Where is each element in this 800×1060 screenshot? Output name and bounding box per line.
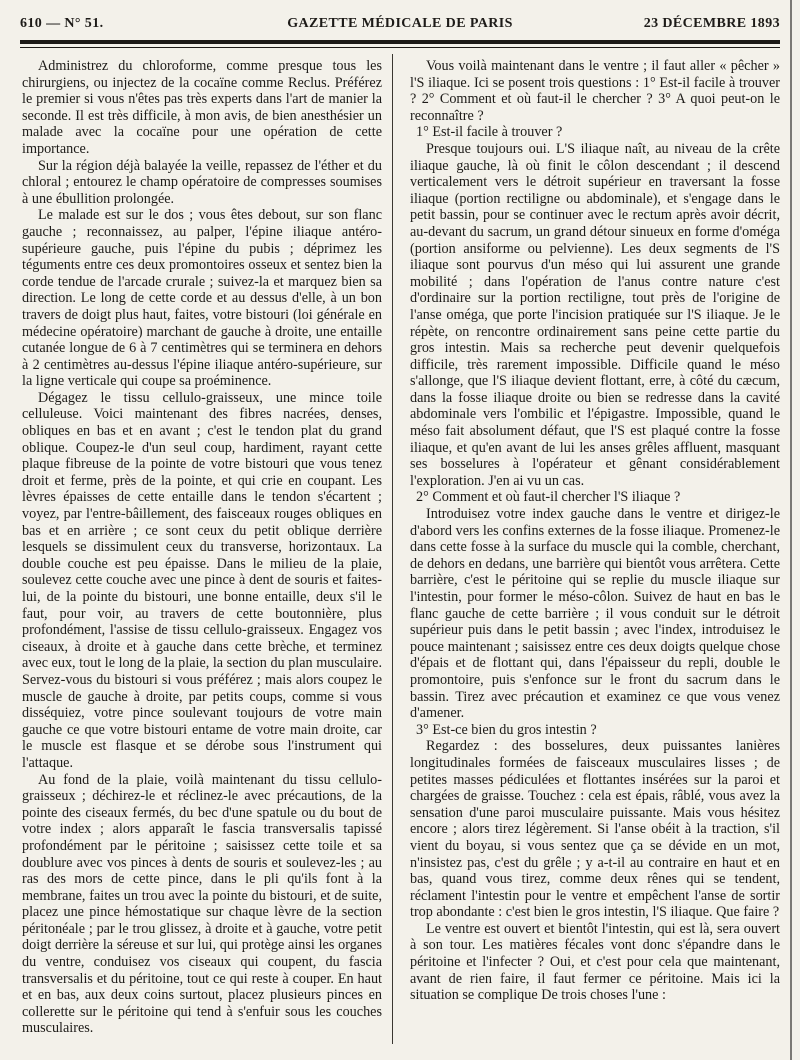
- left-column: [22, 58, 382, 1043]
- paragraph: Introduisez votre index gauche dans le ventre et dirigez-le d'abord vers les confins externes de la fosse iliaque. Promenez-le dans cette fosse à la surface du muscle qui la comble, cherchant, de dehors en dedans, une barrière qui bientôt vous arrêtera. Cette barrière, c'est le péritoine qui se replie du muscle iliaque sur l'intestin, pour former le méso-côlon. Suivez de haut en bas le flanc gauche de cette barrière ; il vous conduit sur le détroit supérieur puis dans le petit bassin ; avec l'index, introduisez le pouce maintenant ; saisissez entre ces deux doigts quelque chose d'épais et de flottant qui, dans l'épaisseur du repli, double le promontoire, puis s'enfonce sur le front du sacrum dans le bassin. Tirez avec précaution et examinez ce que vous venez d'amener.: [410, 506, 780, 722]
- page-number: 610 — N° 51.: [20, 16, 104, 31]
- subheading: 1° Est-il facile à trouver ?: [416, 124, 563, 141]
- right-column: [410, 58, 780, 1043]
- header-rule-thin: [20, 47, 780, 48]
- journal-title: GAZETTE MÉDICALE DE PARIS: [287, 16, 513, 31]
- paragraph: Presque toujours oui. L'S iliaque naît, au niveau de la crête iliaque gauche, là où finit le côlon descendant ; il descend verticalement vers le détroit supérieur en traversant la fosse iliaque (portion rectiligne ou abdominale), et s'engage dans le petit bassin, pour se continuer avec le rectum après avoir décrit, au-devant du sacrum, un grand détour sinueux en forme d'oméga (portion ansiforme ou pelvienne). Les deux segments de l'S iliaque sont pourvus d'un méso qui lui assurent une grande mobilité ; dans l'opération de l'anus contre nature c'est d'ordinaire sur la portion rectiligne, tout près de l'origine de l'anse oméga, que porte l'incision pratiquée sur l'S iliaque. Je le répète, on rencontre ordinairement sans peine cette partie du gros intestin. Mais sa recherche peut devenir quelquefois difficile, très rarement impossible. Difficile quand le méso s'allonge, que l'S iliaque devient flottant, erre, à côté du cæcum, dans la fosse iliaque droite ou bien se redresse dans la cavité abdominale vers l'ombilic et l'épigastre. Impossible, quand le méso fait absolument défaut, que l'S est plaqué contre la fosse iliaque, et qu'en avant de lui les anses grêles affluent, masquant ses bosselures à l'opérateur et gênant considérablement l'exploration. J'en ai vu un cas.: [410, 140, 780, 489]
- subheading: 2° Comment et où faut-il chercher l'S iliaque ?: [416, 489, 681, 506]
- paragraph: Sur la région déjà balayée la veille, repassez de l'éther et du chloral ; entourez le champ opératoire de compresses soumises à une ébullition prolongée.: [22, 157, 382, 207]
- paragraph: Regardez : des bosselures, deux puissantes lanières longitudinales formées de faisceaux musculaires lisses ; de petites masses pédiculées et flottantes insérées sur la paroi et chargées de graisse. Touchez : cela est épais, râblé, vous avez la sensation d'une paroi musculaire puissante. Mais vous hésitez encore ; alors tirez légèrement. Si l'anse obéit à la traction, s'il vient du boyau, si vous sentez que ça se dévide en un mot, n'insistez pas, c'est du grêle ; y a-t-il au contraire en haut et en bas, quand vous tirez, comme deux rênes qui se tendent, réclament l'intestin pour le ventre et empêchent l'anse de sortir trop abondante : c'est bien le gros intestin, l'S iliaque. Que faire ?: [410, 738, 780, 921]
- subheading: 3° Est-ce bien du gros intestin ?: [416, 721, 597, 738]
- issue-date: 23 DÉCEMBRE 1893: [643, 16, 780, 31]
- column-separator: [392, 54, 393, 1044]
- paragraph: Le malade est sur le dos ; vous êtes debout, sur son flanc gauche ; reconnaissez, au palper, l'épine iliaque antéro-supérieure gauche, puis l'épine du pubis ; déprimez les téguments entre ces deux promontoires osseux et sentez bien la corde tendue de l'arcade crurale ; suivez-la et marquez bien sa direction. Le long de cette corde et au dessus d'elle, à un bon travers de doigt plus haut, faites, votre bistouri (loi générale en médecine opératoire) marchant de gauche à droite, une entaille cutanée longue de 6 à 7 centimètres qui se terminera en dehors à 2 centimètres au-dessus l'épine iliaque antéro-supérieure, sur la ligne verticale qui coupe sa proéminence.: [22, 207, 382, 390]
- page-edge-line: [790, 0, 792, 1060]
- paragraph: Vous voilà maintenant dans le ventre ; il faut aller « pêcher » l'S iliaque. Ici se posent trois questions : 1° Est-il facile à trouver ? 2° Comment et où faut-il le chercher ? 3° A quoi peut-on le reconnaître ?: [410, 58, 780, 124]
- paragraph: Administrez du chloroforme, comme presque tous les chirurgiens, ou injectez de la cocaïne comme Reclus. Préférez le premier si vous n'êtes pas très experts dans l'art de manier la seconde. Il est très difficile, à mon avis, de bien anesthésier un malade avec la cocaïne pour une opération de cette importance.: [22, 58, 382, 157]
- paragraph: Le ventre est ouvert et bientôt l'intestin, qui est là, sera ouvert à son tour. Les matières fécales vont donc s'épandre dans le péritoine et l'infecter ? Oui, et c'est pour cela que maintenant, avant de rien faire, il faut fermer ce péritoine. Mais ici la situation se complique De trois choses l'une :: [410, 920, 780, 1004]
- header-rule-thick: [20, 40, 780, 44]
- paragraph: Dégagez le tissu cellulo-graisseux, une mince toile celluleuse. Voici maintenant des fibres nacrées, denses, obliques en bas et en avant ; c'est le tendon plat du grand oblique. Coupez-le d'un seul coup, hardiment, rayant cette plaque fibreuse de la pointe de votre bistouri que vous tenez droit et ferme, près de la pointe, et qui crie en coupant. Les lèvres épaisses de cette entaille dans le tendon s'écartent ; voyez, par l'entre-bâillement, des faisceaux rouges obliques en bas et en arrière ; ce sont ceux du petit oblique derrière lesquels se dissimulent ceux du transverse, horizontaux. La double couche est peu épaisse. Dans le milieu de la plaie, soulevez cette couche avec une pince à dent de souris et faites-lui, de la pointe du bistouri, une bonne entaille, deux s'il le faut, pour voir, au travers de cette boutonnière, plus profondément, l'assise de tissu cellulo-graisseux. Engagez vos ciseaux, à droite et à gauche dans cette brèche, et terminez avec eux, tout le long de la plaie, la section du plan musculaire. Servez-vous du bistouri si vous préférez ; mais alors coupez le muscle de gauche à droite, par petits coups, comme si vous disséquiez, votre pince soulevant toujours de votre main gauche ce que votre bistouri entame de votre main droite, car le muscle est flasque et se dérobe sous l'instrument qui l'attaque.: [22, 389, 382, 771]
- page-header: [20, 16, 780, 38]
- paragraph: Au fond de la plaie, voilà maintenant du tissu cellulo-graisseux ; déchirez-le et réclinez-le avec précautions, de la pointe des ciseaux fermés, du bec d'une spatule ou du bout de votre index ; alors apparaît le fascia transversalis tapissé profondément par le péritoine ; saisissez cette toile et sa doublure avec vos pinces à dents de souris et soulevez-les ; au ras des mors de cette pince, dans le pli qu'ils font à la membrane, faites un trou avec la pointe du bistouri, et de suite, placez une pince hémostatique sur chaque lèvre de la section péritonéale ; par le trou glissez, à droite et à gauche, votre petit doigt derrière la séreuse et sur lui, qui protège ainsi les organes du ventre, conduisez vos ciseaux qui coupent, du fascia transversalis et du péritoine, tout ce qui reste à couper. En haut et en bas, aux deux coins surtout, placez plusieurs pinces en collerette sur le péritoine qui tend à s'enfuir sous les couches musculaires.: [22, 771, 382, 1037]
